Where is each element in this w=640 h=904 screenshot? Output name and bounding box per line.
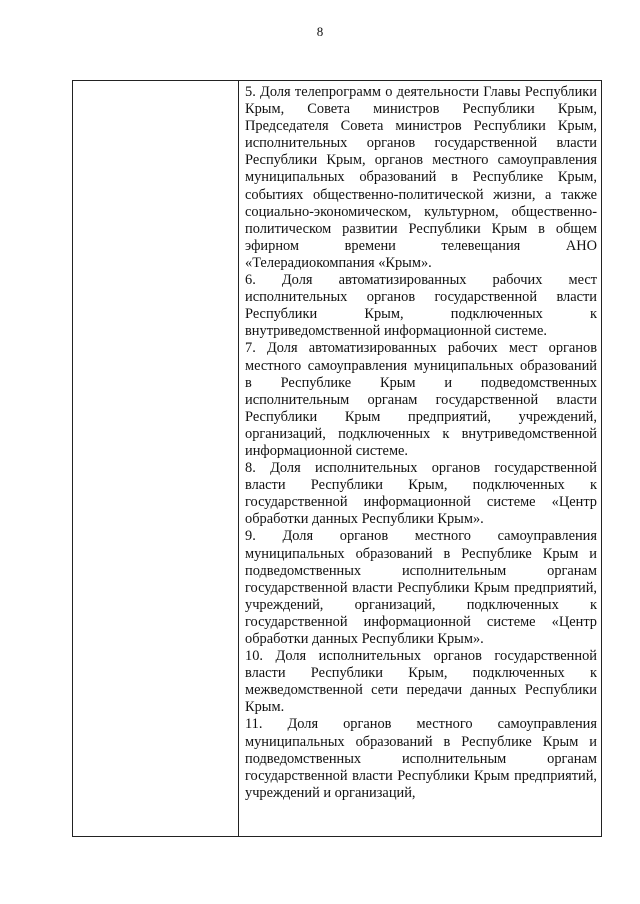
list-item: 5. Доля телепрограмм о деятельности Главы Республики Крым, Совета министров Республики Крым, Председателя Совета министров Республики Крым, исполнительных органов государственной власти Республики Крым, органов местного самоуправления муниципальных образований в Республике Крым, событиях общественно-политической жизни, а также социально-экономическом, культурном, общественно-политическом развитии Республики Крым в общем эфирном времени телевещания АНО «Телерадиокомпания «Крым». xyxy=(245,84,597,271)
left-column-cell xyxy=(73,81,239,836)
right-column-cell xyxy=(245,84,597,836)
list-item: 9. Доля органов местного самоуправления муниципальных образований в Республике Крым и подведомственных исполнительным органам государственной власти Республики Крым предприятий, учреждений, организаций, подключенных к государственной информационной системе «Центр обработки данных Республики Крым». xyxy=(245,528,597,647)
document-table xyxy=(72,80,602,837)
list-item: 7. Доля автоматизированных рабочих мест органов местного самоуправления муниципальных образований в Республике Крым и подведомственных исполнительным органам государственной власти Республики Крым предприятий, учреждений, организаций, подключенных к внутриведомственной информационной системе. xyxy=(245,340,597,459)
list-item: 8. Доля исполнительных органов государственной власти Республики Крым, подключенных к государственной информационной системе «Центр обработки данных Республики Крым». xyxy=(245,460,597,528)
page-number: 8 xyxy=(316,24,324,39)
list-item: 10. Доля исполнительных органов государственной власти Республики Крым, подключенных к межведомственной сети передачи данных Республики Крым. xyxy=(245,648,597,716)
list-item: 6. Доля автоматизированных рабочих мест исполнительных органов государственной власти Республики Крым, подключенных к внутриведомственной информационной системе. xyxy=(245,272,597,340)
list-item: 11. Доля органов местного самоуправления муниципальных образований в Республике Крым и подведомственных исполнительным органам государственной власти Республики Крым предприятий, учреждений и организаций, xyxy=(245,716,597,801)
